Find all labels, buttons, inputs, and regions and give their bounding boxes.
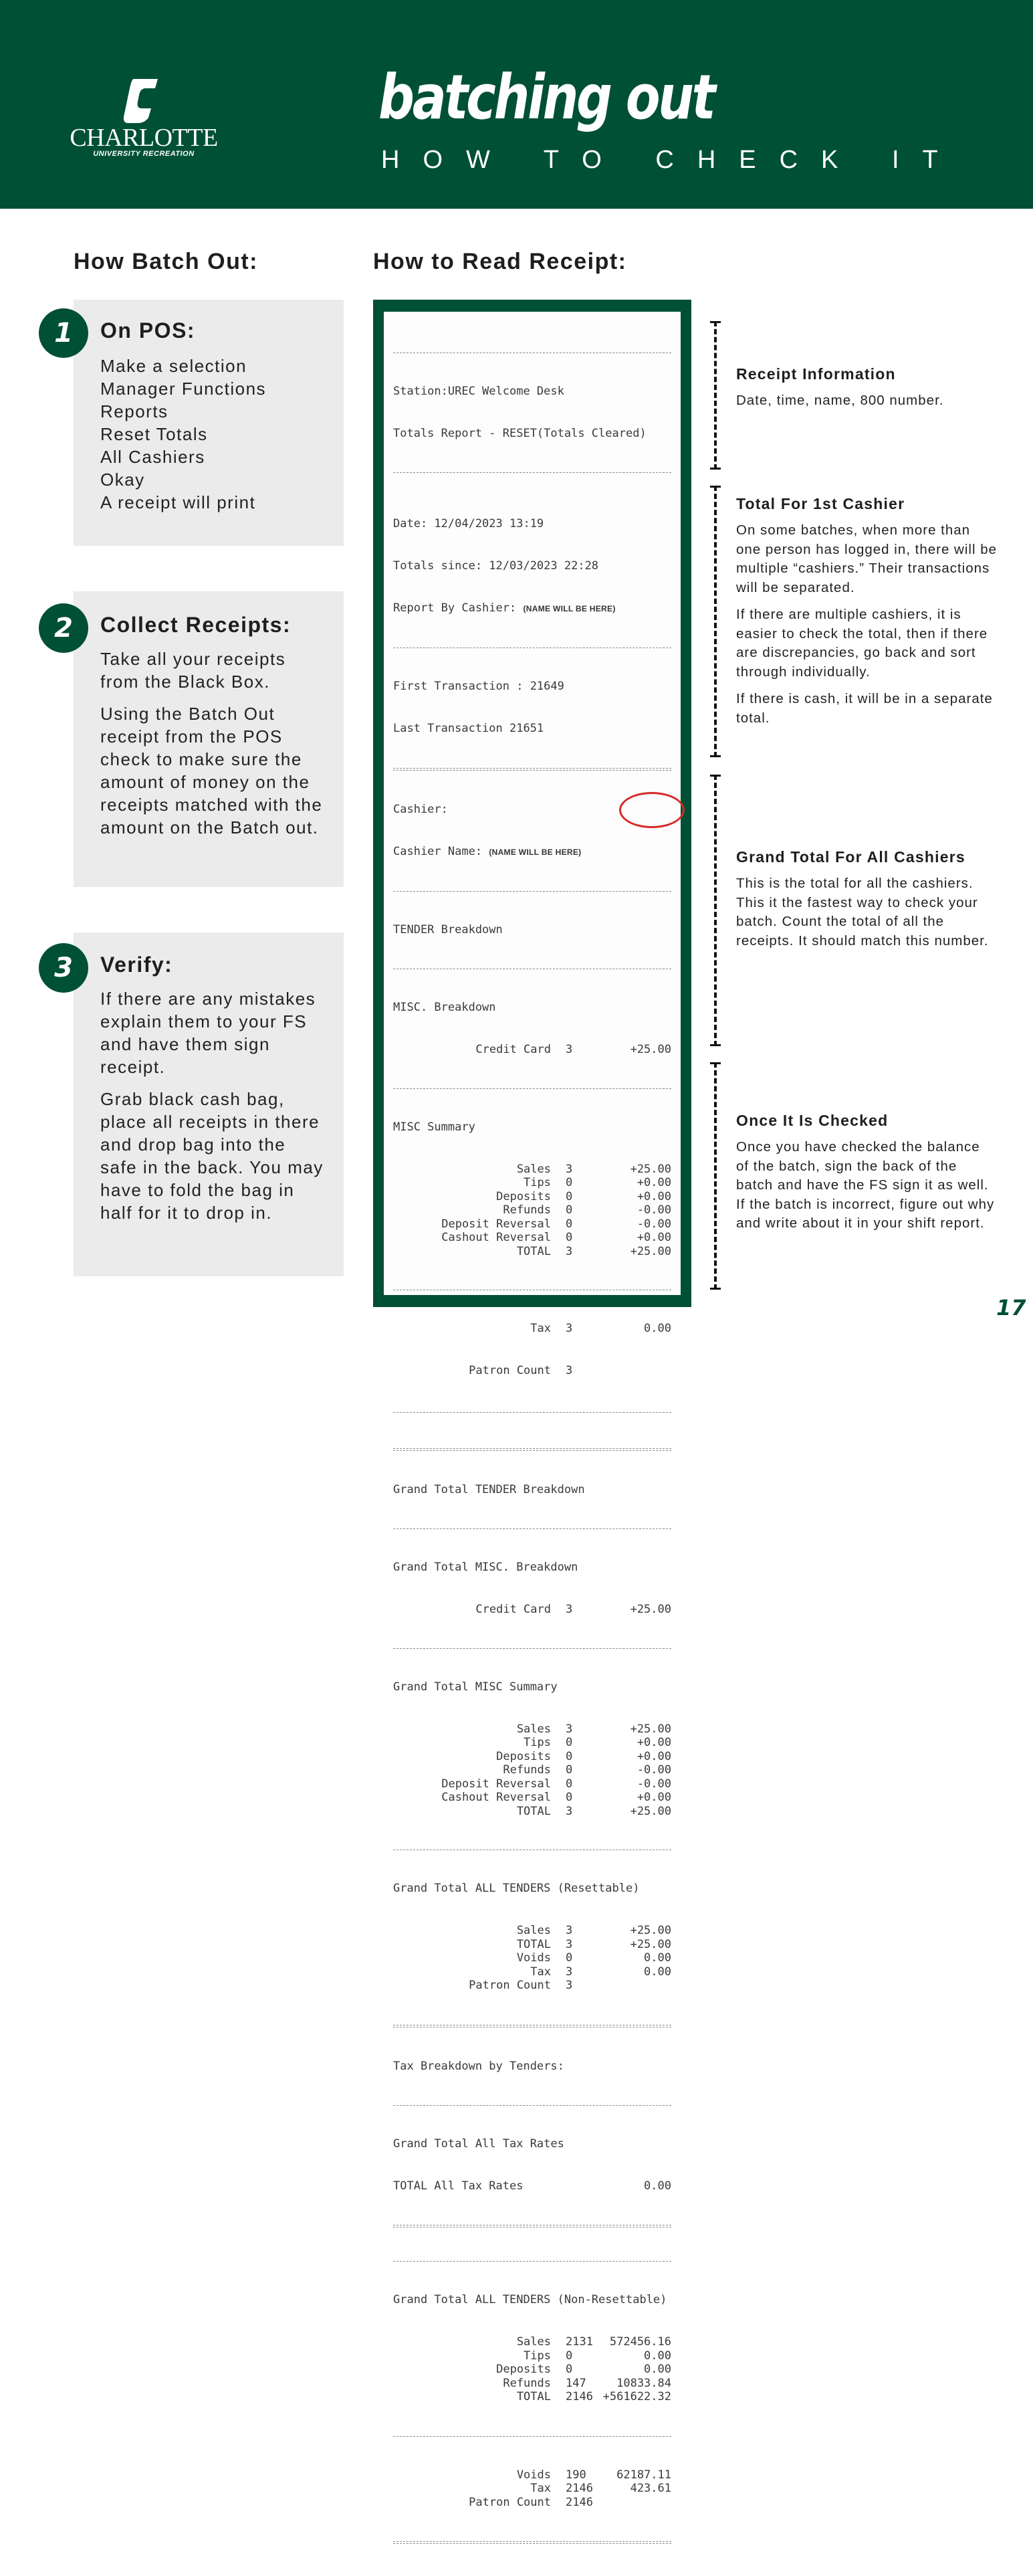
receipt-gt-summary-rows <box>393 1722 671 1819</box>
row-amount: +0.00 <box>637 1189 671 1203</box>
step-2-number-badge: 2 <box>39 603 88 653</box>
step-2-paragraph: Using the Batch Out receipt from the POS check to make sure the amount of money on the receipts matched with the amount on the Batch out. <box>100 704 323 837</box>
row-count: 3 <box>566 1965 573 1979</box>
row-count: 3 <box>566 1937 573 1951</box>
row-label: Tax <box>530 1322 551 1335</box>
row-label: Refunds <box>503 1203 551 1217</box>
row-amount: +0.00 <box>637 1176 671 1189</box>
receipt-misc-breakdown: MISC. Breakdown <box>393 1001 496 1014</box>
receipt-row <box>393 1791 671 1805</box>
row-label: Tips <box>524 1176 551 1189</box>
info-paragraph: On some batches, when more than one person has logged in, there will be multiple “cashiers.” Their transactions will be separated. <box>736 522 998 595</box>
row-amount: +25.00 <box>630 1924 671 1937</box>
receipt-cashier-name <box>393 845 671 860</box>
step-1-line: All Cashiers <box>100 447 205 467</box>
row-count: 3 <box>566 1979 573 1992</box>
info-paragraph: Date, time, name, 800 number. <box>736 393 944 408</box>
how-batch-out-heading: How Batch Out: <box>74 249 258 274</box>
row-label: Patron Count <box>469 1363 551 1377</box>
row-label: TOTAL <box>516 2390 551 2403</box>
row-count: 3 <box>566 1804 573 1818</box>
receipt-patron-row <box>393 1364 671 1378</box>
step-1-instructions <box>100 355 328 514</box>
row-label: Tips <box>524 2349 551 2363</box>
step-3-paragraph: If there are any mistakes explain them to your FS and have them sign receipt. <box>100 989 316 1077</box>
step-1-line: Make a selection <box>100 356 247 376</box>
row-count: 3 <box>566 1722 573 1736</box>
row-label: Cashout Reversal <box>441 1791 551 1804</box>
row-count: 147 <box>566 2376 586 2390</box>
row-amount: +25.00 <box>630 1244 671 1258</box>
step-1-line: Reports <box>100 401 168 421</box>
row-count: 0 <box>566 1791 573 1804</box>
info-heading: Total For 1st Cashier <box>736 495 905 512</box>
receipt-report-by <box>393 601 671 616</box>
row-count: 0 <box>566 1951 573 1965</box>
row-count: 0 <box>566 1231 573 1244</box>
receipt-frame <box>373 300 691 2509</box>
row-label: Sales <box>516 2335 551 2349</box>
row-count: 0 <box>566 2363 573 2376</box>
row-label: TOTAL <box>516 1244 551 1258</box>
info-receipt-information <box>736 365 997 419</box>
row-count: 2131 <box>566 2335 593 2349</box>
receipt-row <box>393 1245 671 1259</box>
bracket-receipt-info <box>710 321 721 470</box>
receipt-misc-summary: MISC Summary <box>393 1120 475 1134</box>
receipt-non-resettable-rows-2 <box>393 2468 671 2510</box>
highlight-circle <box>619 792 685 828</box>
row-count: 3 <box>566 1924 573 1937</box>
row-count: 3 <box>566 1363 573 1377</box>
logo-name: CHARLOTTE <box>70 124 218 152</box>
row-count: 190 <box>566 2468 586 2482</box>
row-label: TOTAL All Tax Rates <box>393 2179 524 2193</box>
row-amount: 423.61 <box>630 2482 671 2495</box>
row-label: Patron Count <box>469 1979 551 1992</box>
receipt-cashier: Cashier: <box>393 803 448 816</box>
row-amount: 10833.84 <box>616 2376 671 2390</box>
row-count: 0 <box>566 1203 573 1217</box>
receipt-row <box>393 1805 671 1819</box>
receipt-gt-misc: Grand Total MISC. Breakdown <box>393 1561 578 1574</box>
receipt-row <box>393 1777 671 1791</box>
row-label: Refunds <box>503 2376 551 2390</box>
row-amount: -0.00 <box>637 1763 671 1777</box>
row-amount: +0.00 <box>637 1791 671 1804</box>
receipt-resettable-rows <box>393 1924 671 1993</box>
row-amount: 0.00 <box>644 1965 671 1979</box>
row-amount: 0.00 <box>644 2349 671 2363</box>
row-label: Voids <box>516 1951 551 1965</box>
receipt-row <box>393 1924 671 1938</box>
receipt-row <box>393 2390 671 2404</box>
receipt-row <box>393 1763 671 1777</box>
row-label: Voids <box>516 2468 551 2482</box>
row-amount: +0.00 <box>637 1231 671 1244</box>
row-amount: 0.00 <box>644 1951 671 1965</box>
step-1-line: A receipt will print <box>100 492 256 512</box>
receipt-gt-all-tax: Grand Total All Tax Rates <box>393 2137 564 2151</box>
receipt-report-by-name: (NAME WILL BE HERE) <box>523 604 616 613</box>
row-amount: +25.00 <box>630 1937 671 1951</box>
step-2-instructions <box>100 648 328 848</box>
receipt-tax-row <box>393 1322 671 1336</box>
row-label: Refunds <box>503 1763 551 1777</box>
row-count: 0 <box>566 1176 573 1189</box>
receipt-totals-since: Totals since: 12/03/2023 22:28 <box>393 559 599 573</box>
info-paragraph: If there is cash, it will be in a separate total. <box>736 691 993 726</box>
row-label: Deposit Reversal <box>441 1217 551 1231</box>
row-count: 0 <box>566 1217 573 1231</box>
how-to-read-receipt-heading: How to Read Receipt: <box>373 249 627 274</box>
row-count: 0 <box>566 1736 573 1749</box>
row-count: 2146 <box>566 2482 593 2495</box>
receipt-gt-all-non: Grand Total ALL TENDERS (Non-Resettable) <box>393 2293 667 2306</box>
row-count: 0 <box>566 1777 573 1791</box>
row-label: Sales <box>516 1162 551 1176</box>
receipt-row <box>393 1722 671 1737</box>
row-amount: +0.00 <box>637 1736 671 1749</box>
row-label: Tips <box>524 1736 551 1749</box>
row-label: Patron Count <box>469 2495 551 2509</box>
row-count: 0 <box>566 1189 573 1203</box>
receipt-row <box>393 2496 671 2510</box>
receipt-row <box>393 1176 671 1190</box>
row-count: 3 <box>566 1603 573 1616</box>
row-amount: 0.00 <box>644 1322 671 1335</box>
row-count: 3 <box>566 1162 573 1176</box>
row-label: Credit Card <box>475 1043 551 1056</box>
row-count: 2146 <box>566 2390 593 2403</box>
step-3-title: Verify: <box>100 953 173 977</box>
row-count: 0 <box>566 1749 573 1763</box>
charlotte-logo <box>67 79 221 158</box>
info-paragraph: Once you have checked the balance of the batch, sign the back of the batch and have the FS sign it as well. If the batch is incorrect, figure out why and write about it in your shift report. <box>736 1139 995 1231</box>
receipt-row <box>393 1938 671 1952</box>
receipt-cashier-name-label: Cashier Name: <box>393 845 483 858</box>
step-1-title: On POS: <box>100 318 196 342</box>
bracket-grand-total <box>710 775 721 1046</box>
receipt-gt-credit-row <box>393 1603 671 1617</box>
receipt-row <box>393 1203 671 1217</box>
row-label: Deposits <box>496 1189 551 1203</box>
info-paragraph: If there are multiple cashiers, it is easier to check the total, then if there are discrepancies, go back and sort through individually. <box>736 607 988 680</box>
info-once-checked <box>736 1112 997 1242</box>
row-amount: +561622.32 <box>602 2390 671 2403</box>
bracket-once-checked <box>710 1062 721 1290</box>
step-2-box <box>74 591 344 887</box>
row-count: 3 <box>566 1043 573 1056</box>
receipt-row <box>393 1163 671 1177</box>
receipt-row <box>393 1750 671 1764</box>
receipt-total-all-tax-row <box>393 2179 671 2193</box>
info-first-cashier <box>736 495 997 736</box>
row-label: TOTAL <box>516 1937 551 1951</box>
row-label: TOTAL <box>516 1804 551 1818</box>
receipt-row <box>393 1736 671 1750</box>
row-amount: 0.00 <box>644 2363 671 2376</box>
info-paragraph: This is the total for all the cashiers. This it the fastest way to check your batch. Count the total of all the receipts. It should match this number. <box>736 876 989 949</box>
row-label: Deposits <box>496 1749 551 1763</box>
receipt-row <box>393 2335 671 2349</box>
row-amount: +25.00 <box>630 1804 671 1818</box>
row-count: 0 <box>566 2349 573 2363</box>
step-1-line: Manager Functions <box>100 379 267 399</box>
step-3-instructions <box>100 987 328 1233</box>
receipt-row <box>393 2482 671 2496</box>
row-label: Deposits <box>496 2363 551 2376</box>
receipt-station: Station:UREC Welcome Desk <box>393 385 564 398</box>
info-heading: Grand Total For All Cashiers <box>736 848 965 866</box>
receipt-row <box>393 1217 671 1231</box>
step-3-number-badge: 3 <box>39 943 88 993</box>
receipt-tender-breakdown: TENDER Breakdown <box>393 923 503 936</box>
row-label: Tax <box>530 1965 551 1979</box>
receipt-credit-card-row <box>393 1043 671 1057</box>
row-label: Sales <box>516 1924 551 1937</box>
step-1-box <box>74 300 344 546</box>
logo-subtitle: UNIVERSITY RECREATION <box>93 150 195 158</box>
receipt-row <box>393 1231 671 1245</box>
receipt-row <box>393 2377 671 2391</box>
row-amount: +25.00 <box>630 1162 671 1176</box>
row-amount: -0.00 <box>637 1217 671 1231</box>
receipt-gt-summary: Grand Total MISC Summary <box>393 1680 558 1694</box>
page-subtitle: HOW TO CHECK IT <box>381 146 961 174</box>
receipt-non-resettable-rows <box>393 2335 671 2404</box>
receipt-row <box>393 1190 671 1204</box>
row-label: Sales <box>516 1722 551 1736</box>
receipt-content <box>393 321 671 2576</box>
row-count: 0 <box>566 1763 573 1777</box>
row-amount: 0.00 <box>644 2179 671 2193</box>
row-label: Tax <box>530 2482 551 2495</box>
receipt-row <box>393 1965 671 1979</box>
step-2-title: Collect Receipts: <box>100 613 292 637</box>
info-heading: Once It Is Checked <box>736 1112 889 1129</box>
receipt-summary-rows <box>393 1163 671 1259</box>
row-amount: +25.00 <box>630 1722 671 1736</box>
row-amount: 572456.16 <box>609 2335 671 2349</box>
receipt-report-by-label: Report By Cashier: <box>393 601 517 615</box>
receipt-row <box>393 2468 671 2482</box>
row-amount: +0.00 <box>637 1749 671 1763</box>
receipt-tax-by-tenders: Tax Breakdown by Tenders: <box>393 2059 564 2073</box>
step-3-paragraph: Grab black cash bag, place all receipts in there and drop bag into the safe in the back. You may have to fold the bag in half for it to drop in. <box>100 1089 324 1223</box>
receipt-report-type: Totals Report - RESET(Totals Cleared) <box>393 427 647 440</box>
receipt-row <box>393 2363 671 2377</box>
page-number: 17 <box>996 1295 1026 1320</box>
row-count: 3 <box>566 1244 573 1258</box>
receipt-paper <box>384 312 681 2509</box>
info-grand-total <box>736 848 997 959</box>
row-label: Cashout Reversal <box>441 1231 551 1244</box>
row-amount: -0.00 <box>637 1203 671 1217</box>
receipt-date: Date: 12/04/2023 13:19 <box>393 517 544 530</box>
step-1-line: Okay <box>100 470 145 490</box>
step-3-box <box>74 932 344 1276</box>
receipt-row <box>393 1979 671 1993</box>
row-amount: +25.00 <box>630 1603 671 1616</box>
info-heading: Receipt Information <box>736 365 896 383</box>
row-count: 2146 <box>566 2495 593 2509</box>
receipt-cashier-name-value: (NAME WILL BE HERE) <box>489 848 582 857</box>
row-label: Deposit Reversal <box>441 1777 551 1791</box>
step-1-number-badge: 1 <box>39 308 88 358</box>
step-2-paragraph: Take all your receipts from the Black Box. <box>100 649 286 692</box>
page-header <box>0 0 1033 209</box>
receipt-first-transaction: First Transaction : 21649 <box>393 680 564 693</box>
receipt-gt-tender: Grand Total TENDER Breakdown <box>393 1483 585 1496</box>
row-label: Credit Card <box>475 1603 551 1616</box>
row-amount: 62187.11 <box>616 2468 671 2482</box>
charlotte-c-logo-icon <box>124 79 163 123</box>
receipt-row <box>393 2349 671 2363</box>
row-amount: -0.00 <box>637 1777 671 1791</box>
receipt-last-transaction: Last Transaction 21651 <box>393 722 544 735</box>
receipt-row <box>393 1951 671 1965</box>
row-count: 3 <box>566 1322 573 1335</box>
bracket-first-cashier <box>710 486 721 757</box>
receipt-gt-all-resettable: Grand Total ALL TENDERS (Resettable) <box>393 1882 640 1895</box>
step-1-line: Reset Totals <box>100 424 208 444</box>
page-title: batching out <box>378 62 714 133</box>
row-amount: +25.00 <box>630 1043 671 1056</box>
